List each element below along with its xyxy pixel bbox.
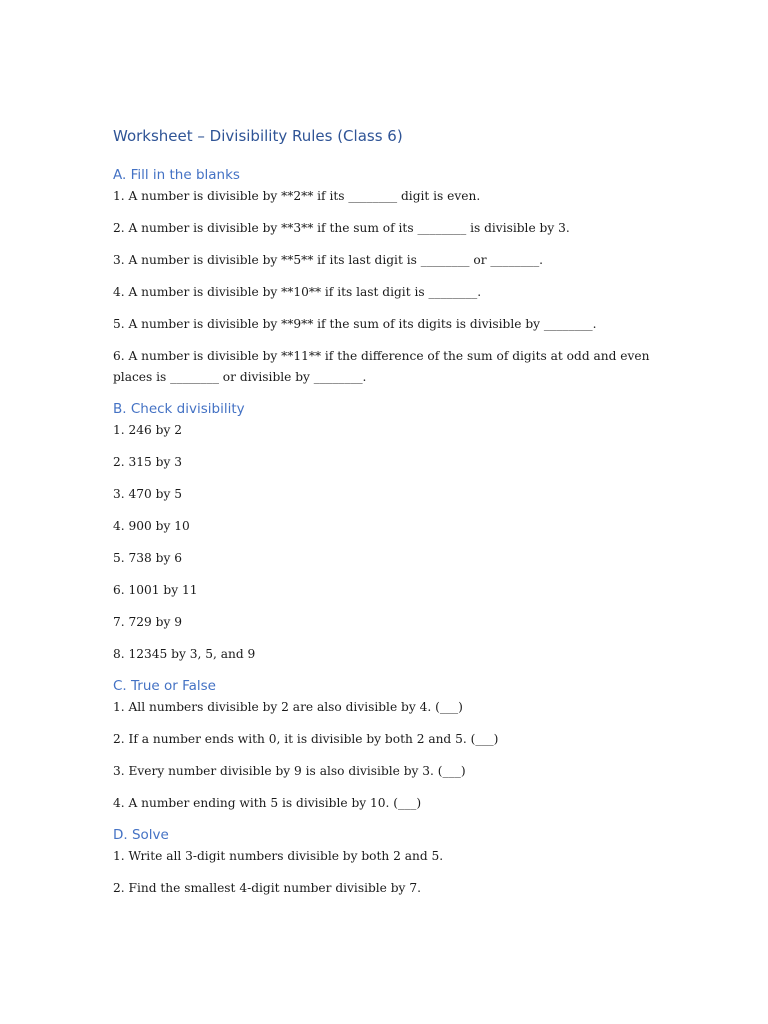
question-item: 2. If a number ends with 0, it is divisible by both 2 and 5. (___)	[113, 732, 499, 746]
question-item: 8. 12345 by 3, 5, and 9	[113, 647, 256, 661]
section-check-divisibility	[113, 399, 653, 665]
question-item: 5. A number is divisible by **9** if the sum of its digits is divisible by ________.	[113, 317, 597, 331]
question-item: 7. 729 by 9	[113, 615, 182, 629]
section-true-or-false	[113, 676, 653, 814]
question-item: 4. A number ending with 5 is divisible by 10. (___)	[113, 796, 422, 810]
section-heading: D. Solve	[113, 827, 169, 843]
question-item: 2. A number is divisible by **3** if the sum of its ________ is divisible by 3.	[113, 221, 570, 235]
question-item: 1. All numbers divisible by 2 are also divisible by 4. (___)	[113, 700, 463, 714]
question-list	[113, 697, 653, 814]
document-title: Worksheet – Divisibility Rules (Class 6)	[113, 127, 403, 145]
section-heading: B. Check divisibility	[113, 401, 245, 417]
question-item: 1. 246 by 2	[113, 423, 182, 437]
question-item: 1. A number is divisible by **2** if its ________ digit is even.	[113, 189, 481, 203]
question-item: 6. A number is divisible by **11** if the difference of the sum of digits at odd and even places is ________ or divisible by ________.	[113, 349, 650, 384]
question-item: 3. A number is divisible by **5** if its last digit is ________ or ________.	[113, 253, 544, 267]
section-heading: A. Fill in the blanks	[113, 167, 240, 183]
section-fill-in-the-blanks	[113, 165, 653, 388]
question-item: 1. Write all 3-digit numbers divisible by both 2 and 5.	[113, 849, 444, 863]
question-list	[113, 846, 653, 899]
worksheet-page	[113, 125, 653, 910]
question-item: 5. 738 by 6	[113, 551, 182, 565]
question-item: 4. A number is divisible by **10** if its last digit is ________.	[113, 285, 482, 299]
question-list	[113, 420, 653, 665]
question-item: 3. Every number divisible by 9 is also divisible by 3. (___)	[113, 764, 466, 778]
question-item: 3. 470 by 5	[113, 487, 182, 501]
question-list	[113, 186, 653, 388]
question-item: 4. 900 by 10	[113, 519, 190, 533]
question-item: 2. Find the smallest 4-digit number divisible by 7.	[113, 881, 421, 895]
section-heading: C. True or False	[113, 678, 216, 694]
section-solve	[113, 825, 653, 899]
question-item: 6. 1001 by 11	[113, 583, 198, 597]
question-item: 2. 315 by 3	[113, 455, 182, 469]
